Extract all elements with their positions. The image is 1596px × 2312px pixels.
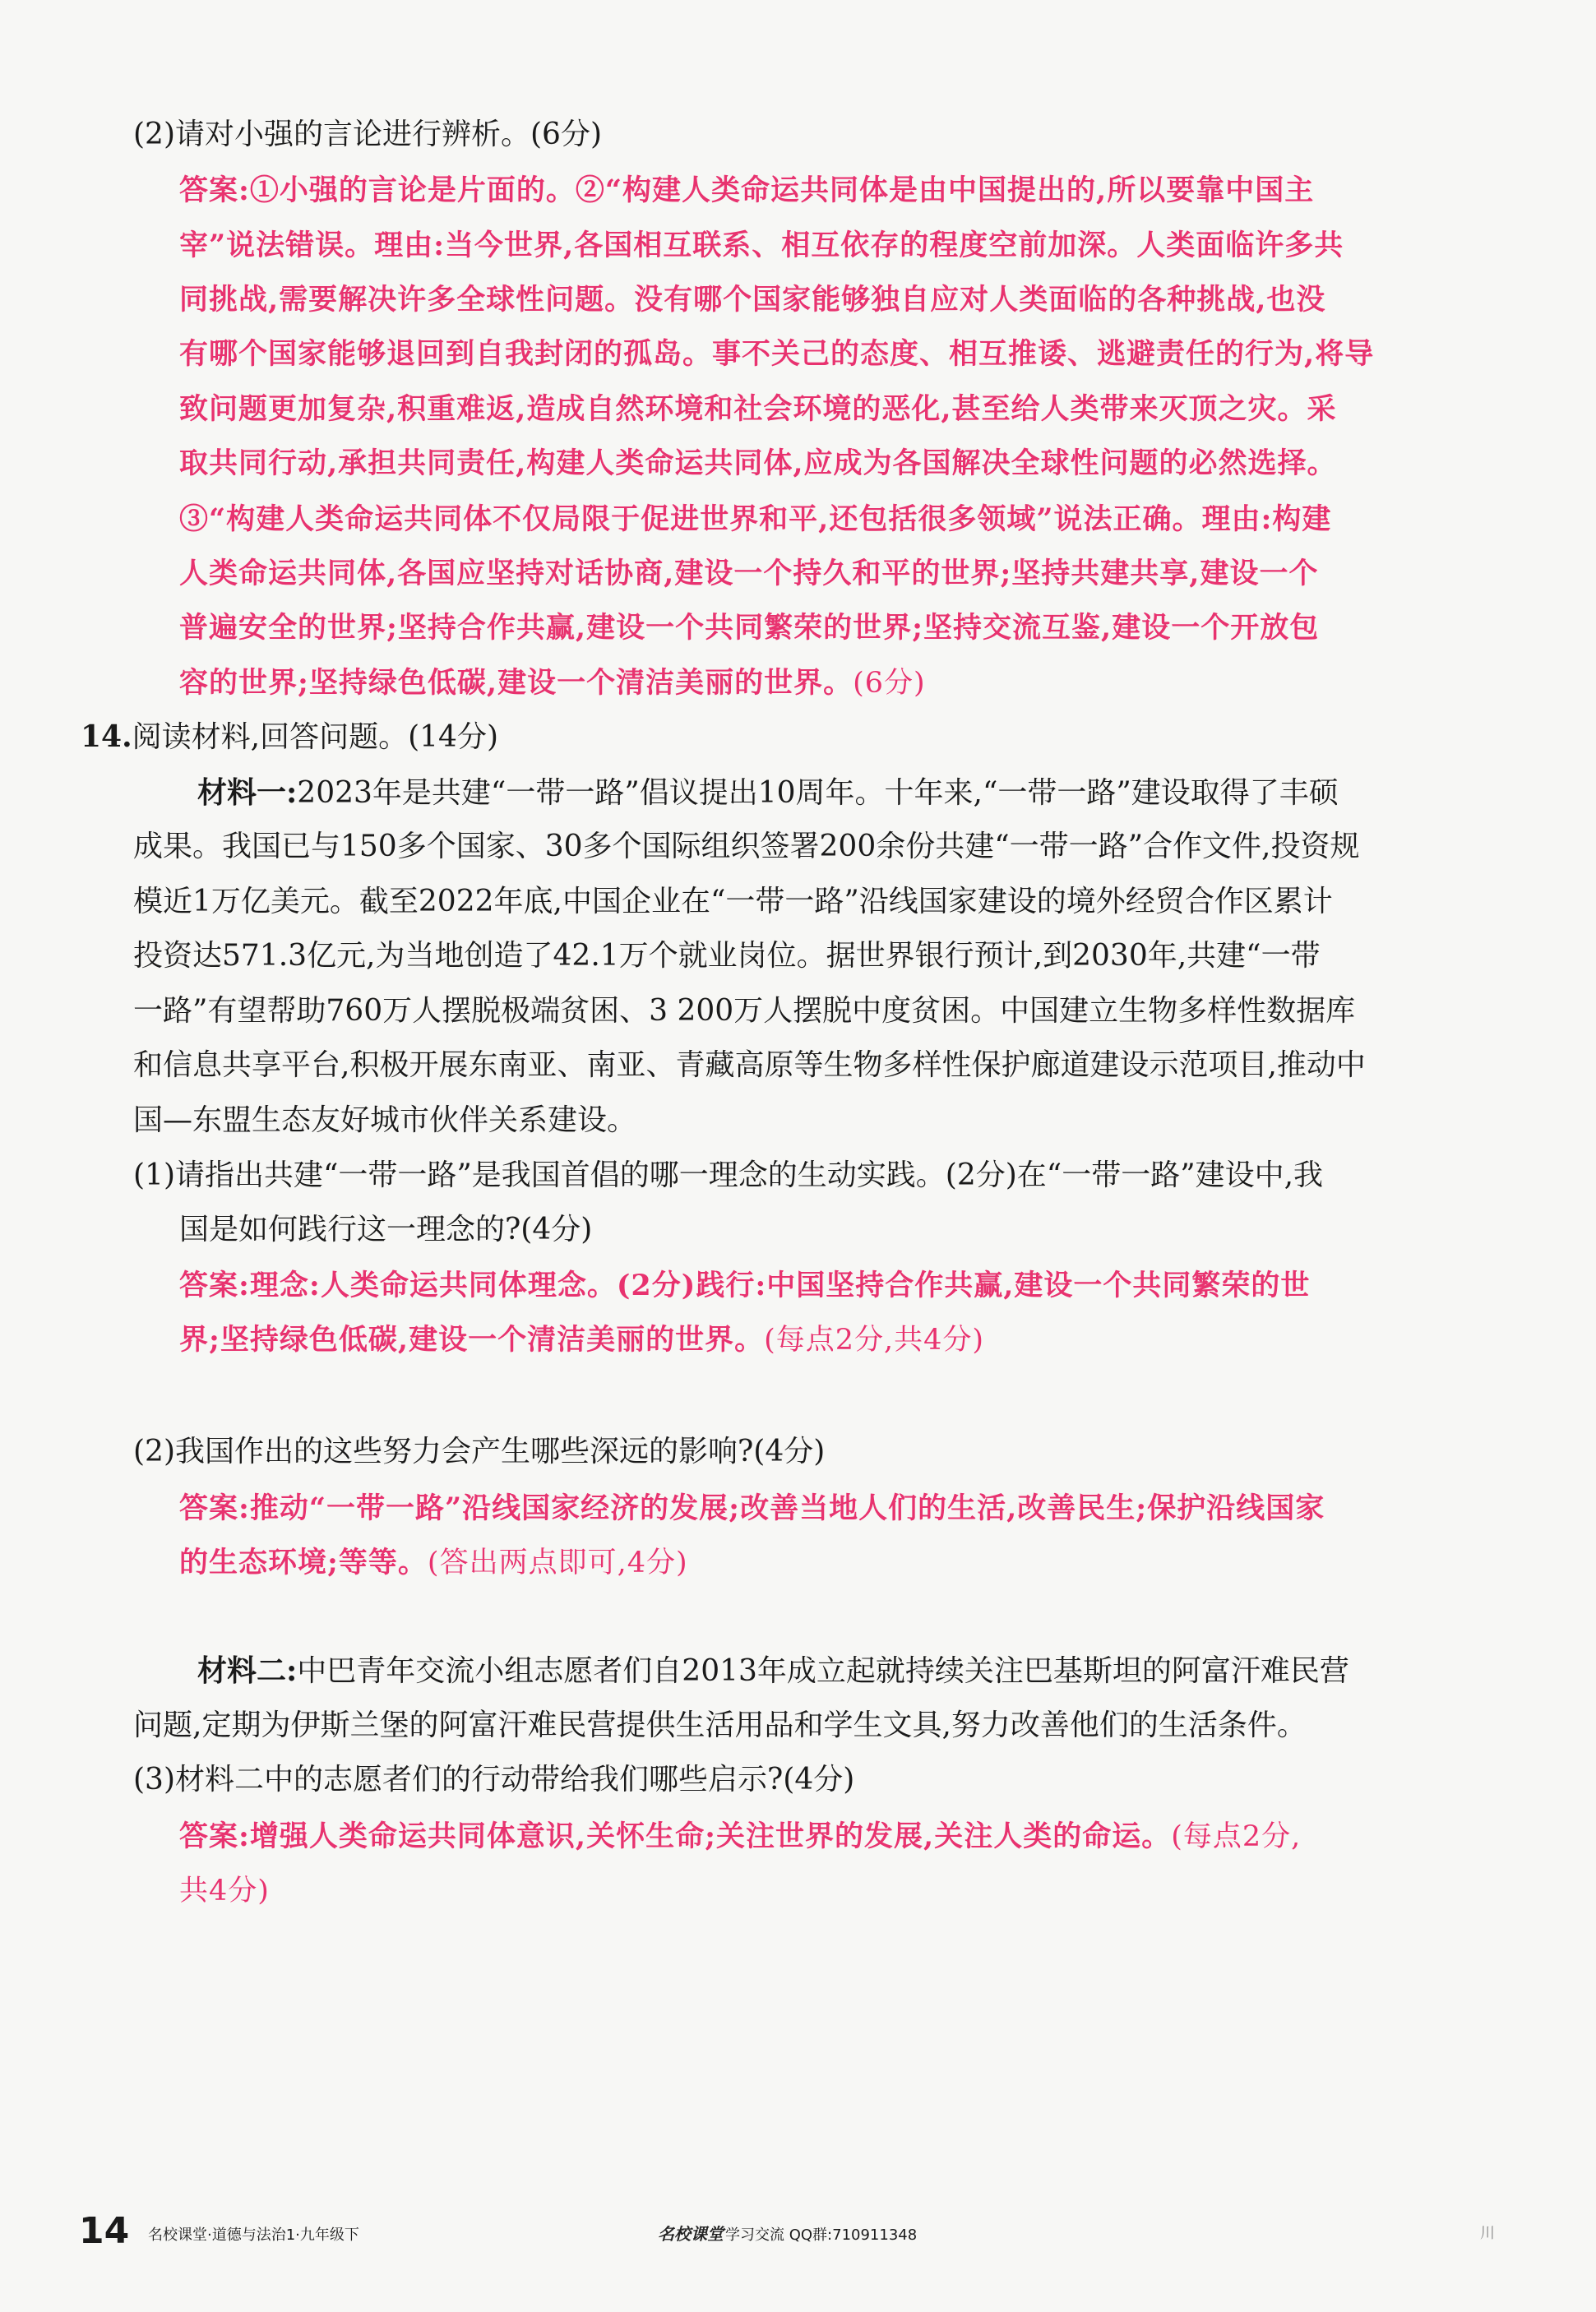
answer-14-3 <box>179 1817 1596 1857</box>
answer-line: 有哪个国家能够退回到自我封闭的孤岛。事不关己的态度、相互推诿、逃避责任的行为,将导 <box>179 337 1375 371</box>
answer-14-3-cont <box>179 1871 1596 1911</box>
material-1-text: 2023年是共建“一带一路”倡议提出10周年。十年来,“一带一路”建设取得了丰硕 <box>297 776 1339 810</box>
material-2-text: 中巴青年交流小组志愿者们自2013年成立起就持续关注巴基斯坦的阿富汗难民营 <box>297 1654 1349 1688</box>
qq-group: 学习交流 QQ群:710911348 <box>725 2226 918 2244</box>
question-14-heading <box>81 717 1596 757</box>
score-note: 共4分) <box>179 1875 270 1907</box>
score-note: (每点2分, <box>1171 1820 1302 1853</box>
book-title: 名校课堂·道德与法治1·九年级下 <box>148 2226 359 2244</box>
score-note: (6分) <box>853 667 926 700</box>
answer-14-1: 答案:理念:人类命运共同体理念。(2分)践行:中国坚持合作共赢,建设一个共同繁荣的世 <box>179 1269 1311 1302</box>
material-line: 成果。我国已与150多个国家、30多个国际组织签署200余份共建“一带一路”合作文件,投资规 <box>133 830 1360 863</box>
question-14-2: (2)我国作出的这些努力会产生哪些深远的影响?(4分) <box>133 1435 826 1468</box>
answer-text: 界;坚持绿色低碳,建设一个清洁美丽的世界。 <box>179 1323 765 1357</box>
material-line: 问题,定期为伊斯兰堡的阿富汗难民营提供生活用品和学生文具,努力改善他们的生活条件。 <box>133 1709 1307 1742</box>
answer-line: 致问题更加复杂,积重难返,造成自然环境和社会环境的恶化,甚至给人类带来灭顶之灾。采 <box>179 392 1337 426</box>
question-title: 阅读材料,回答问题。(14分) <box>132 720 498 754</box>
question-13-2: (2)请对小强的言论进行辨析。(6分) <box>133 118 602 151</box>
material-2-first-line <box>197 1651 1596 1691</box>
material-line: 模近1万亿美元。截至2022年底,中国企业在“一带一路”沿线国家建设的境外经贸合作区累计 <box>133 885 1333 918</box>
answer-14-1-cont <box>179 1320 1596 1360</box>
page-number: 14 <box>79 2210 130 2252</box>
material-line: 投资达571.3亿元,为当地创造了42.1万个就业岗位。据世界银行预计,到2030年,共建“一带 <box>133 939 1321 973</box>
answer-line: 宰”说法错误。理由:当今世界,各国相互联系、相互依存的程度空前加深。人类面临许多共 <box>179 229 1344 262</box>
answer-text: 的生态环境;等等。 <box>179 1546 428 1579</box>
question-14-1: (1)请指出共建“一带一路”是我国首倡的哪一理念的生动实践。(2分)在“一带一路”建设中,我 <box>133 1158 1324 1192</box>
answer-line: 答案:①小强的言论是片面的。②“构建人类命运共同体是由中国提出的,所以要靠中国主 <box>179 173 1315 207</box>
material-1-label: 材料一: <box>197 775 298 810</box>
question-14-3: (3)材料二中的志愿者们的行动带给我们哪些启示?(4分) <box>133 1763 855 1796</box>
answer-line: ③“构建人类命运共同体不仅局限于促进世界和平,还包括很多领域”说法正确。理由:构建 <box>179 502 1332 536</box>
answer-text: 容的世界;坚持绿色低碳,建设一个清洁美丽的世界。 <box>179 666 854 700</box>
answer-14-2: 答案:推动“一带一路”沿线国家经济的发展;改善当地人们的生活,改善民生;保护沿线国家 <box>179 1491 1325 1525</box>
region-mark: 川 <box>1480 2225 1495 2242</box>
material-line: 国—东盟生态友好城市伙伴关系建设。 <box>133 1103 637 1137</box>
score-note: (答出两点即可,4分) <box>427 1547 688 1579</box>
material-line: 一路”有望帮助760万人摆脱极端贫困、3 200万人摆脱中度贫困。中国建立生物多样性数据库 <box>133 994 1356 1028</box>
material-line: 和信息共享平台,积极开展东南亚、南亚、青藏高原等生物多样性保护廊道建设示范项目,推动中 <box>133 1048 1366 1082</box>
score-note: (每点2分,共4分) <box>764 1324 985 1357</box>
answer-line: 人类命运共同体,各国应坚持对话协商,建设一个持久和平的世界;坚持共建共享,建设一个 <box>179 557 1319 590</box>
question-14-1-cont: 国是如何践行这一理念的?(4分) <box>179 1213 593 1246</box>
answer-line: 取共同行动,承担共同责任,构建人类命运共同体,应成为各国解决全球性问题的必然选择。 <box>179 446 1337 480</box>
material-2-label: 材料二: <box>197 1653 298 1688</box>
answer-line <box>179 664 1596 703</box>
answer-line: 同挑战,需要解决许多全球性问题。没有哪个国家能够独自应对人类面临的各种挑战,也没 <box>179 283 1326 317</box>
brand-logo: 名校课堂 <box>658 2224 724 2244</box>
material-1-first-line <box>197 773 1596 813</box>
answer-line: 普遍安全的世界;坚持合作共赢,建设一个共同繁荣的世界;坚持交流互鉴,建设一个开放包 <box>179 611 1320 645</box>
question-number: 14. <box>81 719 132 754</box>
answer-14-2-cont <box>179 1543 1596 1583</box>
answer-text: 答案:增强人类命运共同体意识,关怀生命;关注世界的发展,关注人类的命运。 <box>179 1820 1172 1853</box>
